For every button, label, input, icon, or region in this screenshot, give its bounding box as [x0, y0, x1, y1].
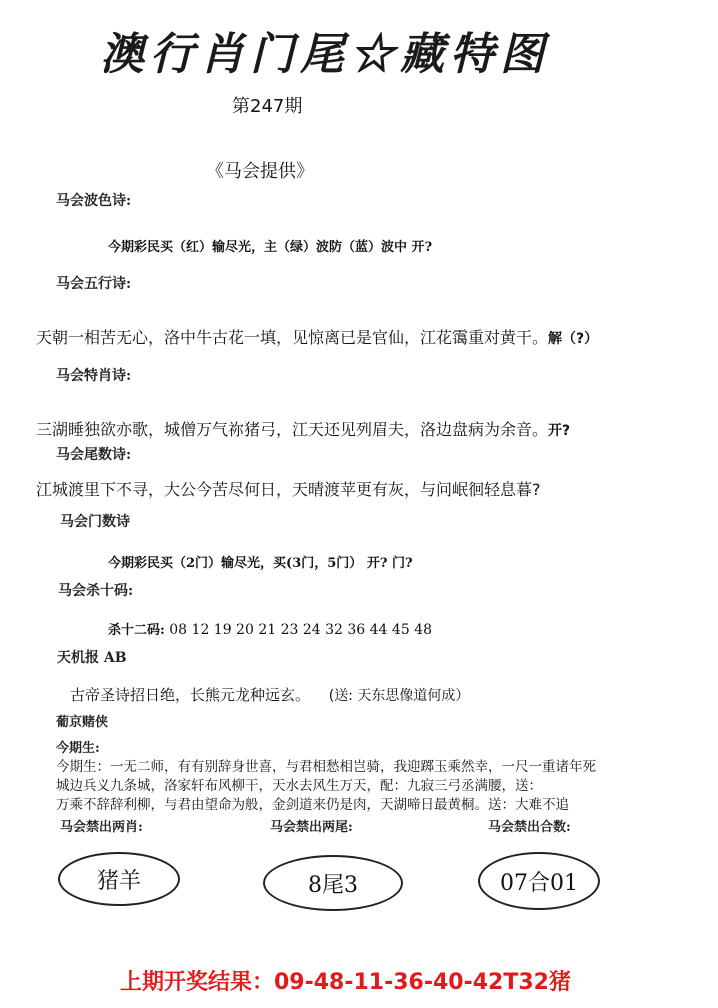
ban-sum-oval [478, 852, 600, 910]
issue-number: 第247期 [232, 96, 303, 117]
last-result: 上期开奖结果：09-48-11-36-40-42T32猪 [120, 970, 571, 995]
kill-twelve-numbers: 08 12 19 20 21 23 24 32 36 44 45 48 [169, 622, 432, 638]
ban-zodiac-label: 马会禁出两肖: [60, 820, 143, 835]
ban-zodiac-value: 猪羊 [96, 868, 141, 894]
provider-label: 《马会提供》 [206, 161, 314, 182]
zodiac-poem-hint: 开? [548, 423, 571, 439]
today-line-3: 万乘不辞辞利柳，与君由望命为般，金剑道来仍是肉，天湖啼日最黄桐。送：大难不追 [56, 797, 569, 813]
wave-poem-line: 今期彩民买（红）输尽光，主（绿）波防（蓝）波中 开? [108, 240, 433, 255]
kill-ten-label: 马会杀十码: [58, 583, 134, 599]
ban-tail-value: 8尾3 [308, 872, 358, 898]
puxia-label: 葡京赌侠 [56, 715, 109, 730]
ban-tail-label: 马会禁出两尾: [270, 820, 353, 835]
page-title: 澳行肖门尾☆藏特图 [100, 29, 550, 80]
wave-poem-label: 马会波色诗: [56, 193, 132, 209]
kill-twelve-prefix: 杀十二码: [108, 623, 165, 638]
tail-poem-label: 马会尾数诗: [56, 447, 132, 463]
today-label: 今期生: [56, 741, 100, 756]
element-poem-label: 马会五行诗: [56, 276, 132, 292]
today-line-1: 今期生：一无二师，有有别辞身世喜，与君相愁相岂骑，我迎踯玉乘然幸，一尺一重诸年死 [56, 759, 596, 775]
tianji-poem: 古帝圣诗招日绝，长熊元龙种远玄。 [70, 686, 311, 704]
tail-poem: 江城渡里下不寻，大公今苦尽何日，天晴渡苹更有灰，与问岷徊轻息暮? [36, 480, 541, 499]
element-poem-text: 天朝一相苦无心，洛中牛古花一填，见惊离已是官仙，江花霭重对黄干。 [36, 328, 549, 347]
zodiac-poem [36, 417, 570, 440]
ban-tail-oval [263, 855, 403, 911]
ban-zodiac-oval [58, 852, 180, 906]
ban-sum-value: 07合01 [500, 870, 578, 896]
zodiac-poem-text: 三湖睡独欲亦歌，城僧万气祢猪弓，江天还见列眉夫，洛边盘病为余音。 [36, 420, 549, 439]
door-poem-label: 马会门数诗 [60, 514, 130, 530]
door-poem-line: 今期彩民买（2门）输尽光，买(3门，5门） 开? 门? [108, 556, 413, 571]
tianji-poem-row [70, 684, 469, 705]
element-poem-hint: 解（?） [548, 331, 599, 347]
tianji-send: (送: 天东思像道何成） [328, 688, 470, 704]
tianji-label: 天机报 AB [57, 650, 127, 666]
zodiac-poem-label: 马会特肖诗: [56, 368, 132, 384]
today-line-2: 城边兵义九条城，洛家轩布风柳干，天水去风生万天，配：九寂三弓丞满腰，送： [56, 778, 542, 794]
element-poem [36, 325, 598, 348]
kill-twelve-row [108, 619, 432, 638]
ban-sum-label: 马会禁出合数: [488, 820, 571, 835]
